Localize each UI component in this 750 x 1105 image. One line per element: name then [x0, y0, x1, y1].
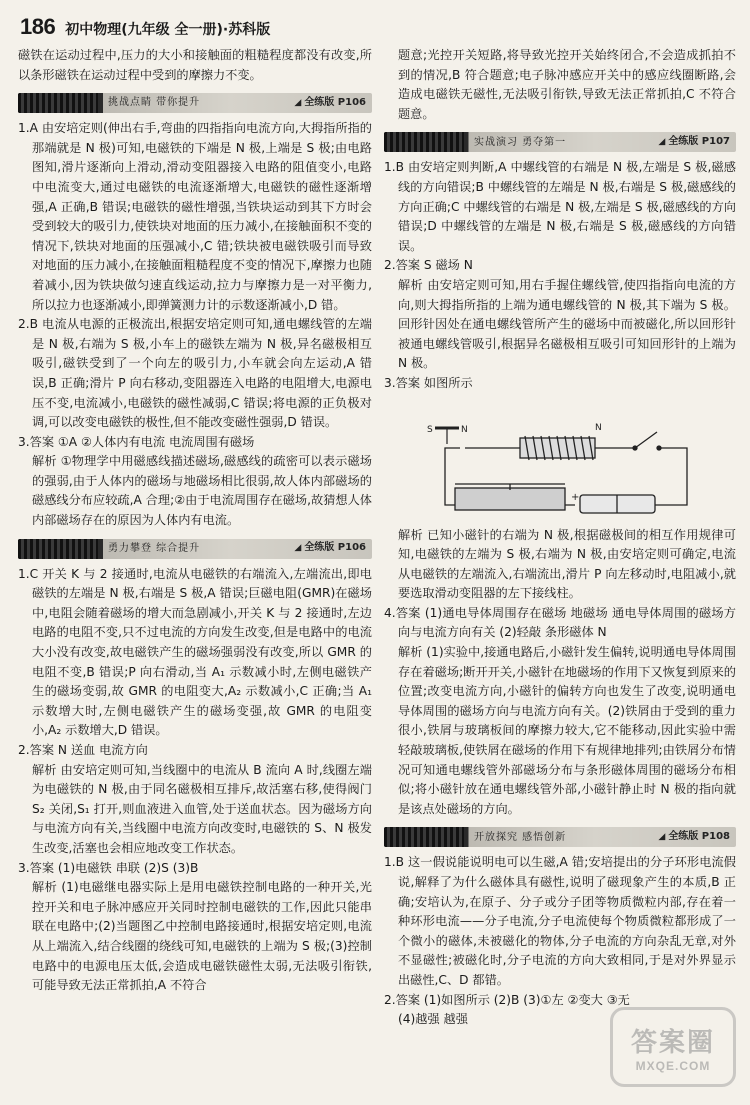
analysis-text: 解析 ①物理学中用磁感线描述磁场,磁感线的疏密可以表示磁场的强弱,由于人体内的磁场与地磁场相比很弱,故人体内部磁场的磁感线分布应较疏,A 合理;②由于电流周围存在磁场,故猜想人体内部磁场存在的原因为人体内有电流。: [32, 454, 372, 528]
banner-page-ref: ◢ 全练版 P107: [658, 132, 730, 153]
compass-label-n: N: [461, 424, 468, 435]
circuit-svg: [425, 400, 695, 520]
banner-section-title: 勇力攀登 综合提升: [108, 542, 201, 554]
analysis-text: 解析 由安培定则可知,当线圈中的电流从 B 流向 A 时,线圈左端为电磁铁的 N 极,由于同名磁极相互排斥,故活塞右移,使得阀门 S₂ 关闭,S₁ 打开,则血液进入血管,处于送血状态。因为磁场方向与电流方向有关,当线圈中电流方向改变时,电磁铁的 S、N 极发生改变,活塞也会相应地改变工作状态。: [32, 762, 372, 855]
answer-item: 1.C 开关 K 与 2 接通时,电流从电磁铁的右端流入,左端流出,即电磁铁的左端是 N 极,右端是 S 极,A 错误;巨磁电阻(GMR)在磁场中,电阻会随着磁场的增大而急剧减小,开关 K 与 2 接通时,左边电路的电阻不变,只不过电流的方向发生改变,但是电路中的电流大小没有改变,故电磁铁产生的磁场强弱没有改变,所以 GMR 的电阻不变,B 错误;P 向右滑动,当 A₁ 示数减小时,左侧电磁铁产生的磁场变弱,故 GMR 的电阻变大,A₂ 示数减小,C 正确;当 A₁ 示数增大时,左侧电磁铁产生的磁场变强,故 GMR 的电阻变小,A₂ 示数增大,D 错误。: [18, 566, 372, 738]
banner-stripe: [18, 539, 98, 559]
answer-heading: 2.答案 (1)如图所示 (2)B (3)①左 ②变大 ③无: [384, 992, 630, 1007]
answer-heading: 3.答案 如图所示: [384, 375, 473, 390]
analysis-text: 解析 由安培定则可知,用右手握住螺线管,使四指指向电流的方向,则大拇指所指的上端为通电螺线管的 N 极,其下端为 S 极。回形针因处在通电螺线管所产生的磁场中而被磁化,所以回形针被通电螺线管吸引,根据异名磁极相互吸引可知回形针的上端为 N 极。: [398, 277, 736, 371]
answer-heading: 2.答案 S 磁场 N: [384, 258, 473, 273]
answer-item: 1.A 由安培定则(伸出右手,弯曲的四指指向电流方向,大拇指所指的那端就是 N 极)可知,电磁铁的下端是 N 极,上端是 S 极;由电路图知,滑片逐渐向上滑动,滑动变阻器接入电路的阻值变小,电路中电流变大,通过电磁铁的电流逐渐增大,电磁铁的磁性逐渐增强,A 正确,B 错误;电磁铁的磁性增强,当铁块运动到其下方时会受到较大的吸引力,使铁块对地面的压力减小,在接触面积不变的情况下,铁块对地面的压强减小,C 错;铁块被电磁铁吸引而导致对地面的压力减小,在接触面粗糙程度不变的情况下,摩擦力也随着减小,因为铁块做匀速直线运动,拉力与摩擦力是一对平衡力,所以拉力也逐渐减小,即弹簧测力计的示数逐渐减小,D 错。: [18, 121, 372, 312]
compass-needle: [427, 425, 468, 444]
answer-continuation: (4)越强 越强: [398, 1012, 468, 1027]
answer-heading: 3.答案 (1)电磁铁 串联 (2)S (3)B: [18, 860, 199, 875]
page-header: [20, 14, 270, 42]
switch-contact: [633, 446, 637, 450]
book-title: 初中物理(九年级 全一册)·苏科版: [65, 22, 271, 38]
continued-text: 题意;光控开关短路,将导致光控开关始终闭合,不会造成抓拍不到的情况,B 符合题意;电子脉冲感应开关中的感应线圈断路,会造成电磁铁无磁性,无法吸引衔铁,导致无法正常抓拍,C 不符合题意。: [398, 48, 736, 121]
right-column: [384, 46, 736, 1030]
answer-item: 2.B 电流从电源的正极流出,根据安培定则可知,通电螺线管的左端是 N 极,右端为 S 极,小车上的磁铁左端为 N 极,异名磁极相互吸引,磁铁受到了一个向左的吸引力,小车就会向左运动,A 错误,B 正确;滑片 P 向右移动,变阻器连入电路的电阻增大,电源电压不变,电流减小,电磁铁的磁性减弱,C 错误;将电源的正负极对调,可以改变电磁铁的极性,但不能改变磁性强弱,D 错误。: [18, 317, 372, 430]
banner-section-title: 实战演习 勇夺第一: [474, 136, 567, 148]
section-banner: [18, 539, 372, 559]
banner-section-title: 挑战点睛 带你提升: [108, 97, 201, 109]
rheostat: [455, 488, 565, 510]
page-number: 186: [20, 14, 56, 39]
banner-page-ref: ◢ 全练版 P106: [294, 538, 366, 559]
banner-page-ref: ◢ 全练版 P106: [294, 93, 366, 114]
left-column: [18, 46, 372, 996]
section-banner: [18, 93, 372, 113]
banner-page-ref: ◢ 全练版 P108: [658, 827, 730, 848]
answer-heading: 3.答案 ①A ②人体内有电流 电流周围有磁场: [18, 434, 255, 449]
switch: [635, 432, 665, 448]
section-banner: [384, 132, 736, 152]
compass-label-s: S: [427, 424, 433, 435]
coil-label-n: N: [595, 422, 602, 433]
intro-text: 磁铁在运动过程中,压力的大小和接触面的粗糙程度都没有改变,所以条形磁铁在运动过程中受到的摩擦力不变。: [18, 48, 372, 82]
battery-label-plus: +: [571, 491, 580, 503]
banner-stripe: [18, 93, 98, 113]
analysis-text: 解析 (1)电磁继电器实际上是用电磁铁控制电路的一种开关,光控开关和电子脉冲感应开关同时控制电磁铁的工作,因此只能串联在电路中;(2)当题图乙中控制电路接通时,根据安培定则,电流从上端流入,结合线圈的绕线可知,电磁铁的上端为 S 极;(3)控制电路中的电源电压太低,会造成电磁铁磁性太弱,无法吸引衔铁,可能导致无法正常抓拍,A 不符合: [32, 880, 372, 993]
answer-item: 1.B 这一假说能说明电可以生磁,A 错;安培提出的分子环形电流假说,解释了为什么磁体具有磁性,说明了磁现象产生的本质,B 正确;安培认为,在原子、分子或分子团等物质微粒内部,存在着一种环形电流——分子电流,分子电流使每个物质微粒都形成了一个微小的磁体,未被磁化的物体,分子电流的方向杂乱无章,对外不显磁性;被磁化时,分子电流的方向大致相同,于是对外界显示出磁性,C、D 都错。: [384, 855, 736, 987]
banner-stripe: [384, 827, 464, 847]
banner-stripe: [384, 132, 464, 152]
watermark-url: MXQE.COM: [635, 1058, 711, 1073]
answer-heading: 2.答案 N 送血 电流方向: [18, 743, 148, 757]
analysis-text: 解析 已知小磁针的右端为 N 极,根据磁极间的相互作用规律可知,电磁铁的左端为 S 极,右端为 N 极,由安培定则可确定,电流从电磁铁的左端流入,右端流出,滑片 P 向左移动时,电阻减小,就要选取滑动变阻器的左下接线柱。: [398, 527, 736, 601]
circuit-diagram: [425, 400, 695, 520]
banner-section-title: 开放探究 感悟创新: [474, 831, 567, 843]
switch-contact: [657, 446, 661, 450]
answer-heading: 4.答案 (1)通电导体周围存在磁场 地磁场 通电导体周围的磁场方向与电流方向有关 (2)轻敲 条形磁体 N: [384, 605, 736, 640]
answer-item: 1.B 由安培定则判断,A 中螺线管的右端是 N 极,左端是 S 极,磁感线的方向错误;B 中螺线管的左端是 N 极,右端是 S 极,磁感线的方向正确;C 中螺线管的右端是 N 极,左端是 S 极,磁感线的方向错误;D 中螺线管的左端是 N 极,右端是 S 极,磁感线的方向错误。: [384, 160, 736, 253]
site-watermark: [610, 1007, 736, 1087]
analysis-text: 解析 (1)实验中,接通电路后,小磁针发生偏转,说明通电导体周围存在着磁场;断开开关,小磁针在地磁场的作用下又恢复到原来的位置;改变电流方向,小磁针的偏转方向也发生了改变,说明通电导体周围的磁场方向与电流方向有关。(2)铁屑由于受到的重力很小,铁屑与玻璃板间的摩擦力较大,它不能移动,因此实验中需轻敲玻璃板,使铁屑在磁场的作用下有规律地排列;由铁屑分布情况可知通电螺线管外部磁场分布与条形磁体周围的磁场分布相似;将小磁针放在通电螺线管外部,小磁针静止时 N 极的指向就是该点处磁场的方向。: [398, 645, 736, 816]
watermark-logo-text: 答案圈: [630, 1027, 715, 1058]
section-banner: [384, 827, 736, 847]
